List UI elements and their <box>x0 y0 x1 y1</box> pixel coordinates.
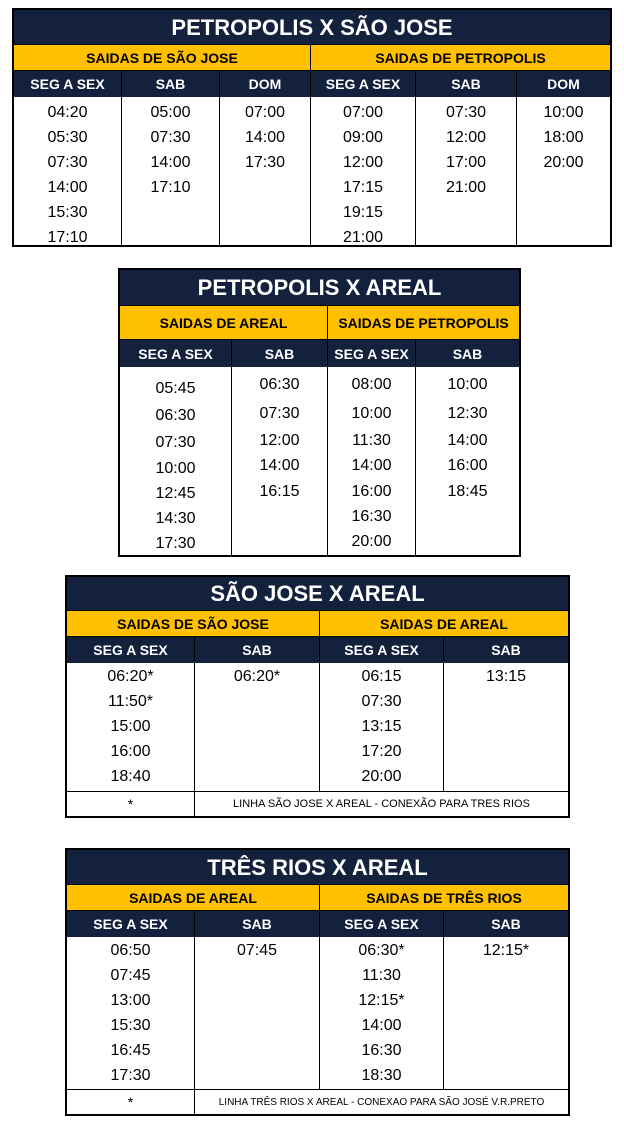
time-cell: 20:00 <box>361 768 402 785</box>
time-cell: 14:00 <box>259 457 300 474</box>
time-cell: 06:50 <box>110 942 151 959</box>
time-cell: 18:40 <box>110 768 151 785</box>
day-header: SEG A SEX <box>120 340 232 367</box>
time-cell: 14:00 <box>244 129 286 146</box>
time-column <box>416 97 517 245</box>
time-cell: 17:10 <box>47 229 88 246</box>
footnote-text: LINHA SÃO JOSE X AREAL - CONEXÃO PARA TRES RIOS <box>233 798 530 810</box>
group-header: SAIDAS DE PETROPOLIS <box>328 306 519 340</box>
time-cell: 15:30 <box>110 1017 151 1034</box>
time-cell: 06:20* <box>233 668 281 685</box>
time-cell: 17:30 <box>244 154 286 171</box>
time-column <box>416 367 519 555</box>
group-header: SAIDAS DE AREAL <box>320 611 568 637</box>
day-header: SAB <box>491 642 521 658</box>
group-header: SAIDAS DE TRÊS RIOS <box>320 885 568 911</box>
time-cell: 08:00 <box>351 376 392 393</box>
time-column <box>195 937 320 1089</box>
time-column <box>517 97 610 245</box>
time-cell: 20:00 <box>543 154 584 171</box>
time-cell: 13:15 <box>361 718 402 735</box>
time-column <box>220 97 311 245</box>
time-cell: 16:00 <box>110 743 151 760</box>
time-cell: 05:00 <box>150 104 191 121</box>
time-column <box>444 937 568 1089</box>
time-cell: 07:30 <box>259 405 300 422</box>
time-column <box>14 97 122 245</box>
group-header: SAIDAS DE PETROPOLIS <box>311 45 610 71</box>
time-cell: 07:00 <box>244 104 286 121</box>
time-column <box>67 937 195 1089</box>
time-cell: 10:00 <box>447 376 488 393</box>
day-header: SAB <box>195 637 320 663</box>
time-cell: 16:30 <box>361 1042 402 1059</box>
time-cell: 07:30 <box>155 434 196 451</box>
time-cell: 17:15 <box>342 179 384 196</box>
day-header: DOM <box>547 76 580 92</box>
time-cell: 21:00 <box>342 229 384 246</box>
time-column <box>120 367 232 555</box>
table-tres-rios-areal <box>65 848 570 1116</box>
time-cell: 11:30 <box>352 432 391 449</box>
time-cell: 16:00 <box>447 457 488 474</box>
day-header: SAB <box>195 911 320 937</box>
table-title: SÃO JOSE X AREAL <box>67 577 568 611</box>
time-column <box>67 663 195 791</box>
time-cell: 12:15* <box>482 942 530 959</box>
time-cell: 14:00 <box>47 179 88 196</box>
time-column <box>444 663 568 791</box>
time-column <box>122 97 220 245</box>
group-header: SAIDAS DE SÃO JOSE <box>14 45 311 71</box>
day-header: SAB <box>452 345 483 362</box>
time-cell: 04:20 <box>47 104 88 121</box>
time-cell: 14:00 <box>361 1017 402 1034</box>
time-cell: 11:50* <box>107 693 154 710</box>
time-cell: 07:45 <box>236 942 278 959</box>
time-cell: 12:00 <box>259 432 300 449</box>
day-header: SAB <box>416 71 517 97</box>
time-cell: 21:00 <box>445 179 487 196</box>
time-column <box>328 367 416 555</box>
table-petropolis-sao-jose <box>12 8 612 247</box>
time-column <box>311 97 416 245</box>
time-cell: 10:00 <box>351 405 392 422</box>
time-cell: 18:45 <box>447 483 488 500</box>
group-header: SAIDAS DE SÃO JOSE <box>67 611 320 637</box>
time-cell: 10:00 <box>543 104 584 121</box>
time-cell: 16:30 <box>351 508 392 525</box>
footnote-mark: * <box>67 792 195 816</box>
time-cell: 11:30 <box>362 967 401 984</box>
time-cell: 07:00 <box>342 104 384 121</box>
time-cell: 12:45 <box>155 485 196 502</box>
group-header: SAIDAS DE AREAL <box>120 306 328 340</box>
time-cell: 13:15 <box>485 668 527 685</box>
time-cell: 06:30* <box>358 942 405 959</box>
time-cell: 19:15 <box>342 204 384 221</box>
day-header: SEG A SEX <box>320 637 444 663</box>
time-cell: 07:30 <box>47 154 88 171</box>
footnote-mark: * <box>67 1090 195 1114</box>
day-header: SEG A SEX <box>67 911 195 937</box>
time-cell: 10:00 <box>155 460 196 477</box>
time-cell: 17:30 <box>110 1067 151 1084</box>
time-column <box>320 663 444 791</box>
table-title: TRÊS RIOS X AREAL <box>67 850 568 885</box>
day-header: SEG A SEX <box>14 71 122 97</box>
table-sao-jose-areal <box>65 575 570 818</box>
group-header: SAIDAS DE AREAL <box>67 885 320 911</box>
time-cell: 16:45 <box>110 1042 151 1059</box>
table-petropolis-areal <box>118 268 521 557</box>
time-column <box>232 367 328 555</box>
time-cell: 14:00 <box>447 432 488 449</box>
time-cell: 05:45 <box>155 380 196 397</box>
time-cell: 07:30 <box>361 693 402 710</box>
time-cell: 17:00 <box>445 154 487 171</box>
table-title: PETROPOLIS X AREAL <box>120 270 519 306</box>
time-cell: 14:00 <box>150 154 191 171</box>
table-title: PETROPOLIS X SÃO JOSE <box>14 10 610 45</box>
time-cell: 14:00 <box>351 457 392 474</box>
time-cell: 07:45 <box>110 967 151 984</box>
time-cell: 05:30 <box>47 129 88 146</box>
time-cell: 12:30 <box>447 405 488 422</box>
time-cell: 06:15 <box>361 668 402 685</box>
footnote-text: LINHA TRÊS RIOS X AREAL - CONEXAO PARA SÃO JOSÉ V.R.PRETO <box>218 1096 545 1108</box>
time-cell: 16:15 <box>259 483 300 500</box>
time-cell: 17:20 <box>361 743 402 760</box>
day-header: SEG A SEX <box>320 911 444 937</box>
time-cell: 15:30 <box>47 204 88 221</box>
time-cell: 06:20* <box>107 668 154 685</box>
time-cell: 06:30 <box>259 376 300 393</box>
time-cell: 12:00 <box>342 154 384 171</box>
time-cell: 07:30 <box>445 104 487 121</box>
day-header: SAB <box>232 340 328 367</box>
time-cell: 12:00 <box>445 129 487 146</box>
day-header: SAB <box>491 916 521 932</box>
time-cell: 17:10 <box>150 179 191 196</box>
time-cell: 14:30 <box>155 510 196 527</box>
time-column <box>320 937 444 1089</box>
time-cell: 06:30 <box>155 407 196 424</box>
time-cell: 18:00 <box>543 129 584 146</box>
day-header: DOM <box>220 71 311 97</box>
time-cell: 18:30 <box>361 1067 402 1084</box>
time-cell: 07:30 <box>150 129 191 146</box>
day-header: SEG A SEX <box>328 340 416 367</box>
day-header: SAB <box>122 71 220 97</box>
time-cell: 15:00 <box>110 718 151 735</box>
time-column <box>195 663 320 791</box>
time-cell: 16:00 <box>351 483 392 500</box>
time-cell: 20:00 <box>351 533 392 550</box>
time-cell: 17:30 <box>155 535 196 552</box>
day-header: SEG A SEX <box>311 71 416 97</box>
day-header: SEG A SEX <box>67 637 195 663</box>
time-cell: 13:00 <box>110 992 151 1009</box>
time-cell: 12:15* <box>358 992 405 1009</box>
time-cell: 09:00 <box>342 129 384 146</box>
